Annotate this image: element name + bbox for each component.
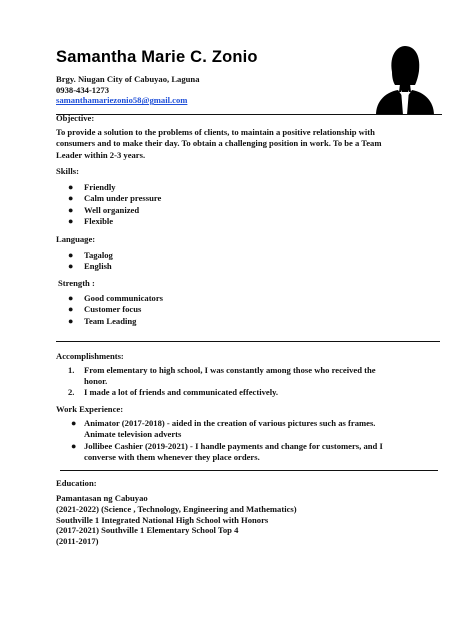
list-item xyxy=(71,418,375,440)
list-item-line: Jollibee Cashier (2019-2021) - I handle payments and change for customers, and I xyxy=(84,441,383,451)
work-experience-heading: Work Experience: xyxy=(56,404,124,414)
list-item-line: From elementary to high school, I was constantly among those who received the xyxy=(84,365,376,375)
list-item-line: Animator (2017-2018) - aided in the creation of various pictures such as frames. xyxy=(84,418,376,428)
list-item xyxy=(68,387,278,398)
strength-list xyxy=(68,293,163,327)
list-item: ● English xyxy=(68,261,112,272)
objective-heading: Objective: xyxy=(56,113,95,123)
list-item: ● Good communicators xyxy=(68,293,164,303)
objective-text xyxy=(56,127,446,161)
language-heading: Language: xyxy=(56,234,96,244)
bullet-icon: ● xyxy=(68,315,74,326)
bullet-icon: ● xyxy=(68,193,74,204)
bullet-icon: ● xyxy=(68,293,74,303)
objective-line: Leader within 2-3 years. xyxy=(56,149,146,160)
list-item xyxy=(71,441,383,463)
phone-text: 0938-434-1273 xyxy=(56,84,109,95)
education-line: (2021-2022) (Science , Technology, Engineering and Mathematics) xyxy=(56,503,297,514)
skills-heading: Skills: xyxy=(56,166,79,176)
header-divider xyxy=(56,114,442,115)
bullet-icon: ● xyxy=(68,261,74,272)
language-list xyxy=(68,250,113,273)
list-item: ● Tagalog xyxy=(68,250,113,260)
bullet-icon: ● xyxy=(68,215,74,226)
bullet-icon: ● xyxy=(68,250,74,260)
bullet-icon: ● xyxy=(68,204,74,215)
list-item: ● Well organized xyxy=(68,204,140,215)
education-heading: Education: xyxy=(56,478,97,488)
list-item: ● Customer focus xyxy=(68,304,142,315)
profile-silhouette-icon xyxy=(372,42,438,115)
bullet-icon: ● xyxy=(68,304,74,315)
list-item xyxy=(68,365,376,387)
resume-name: Samantha Marie C. Zonio xyxy=(56,48,258,66)
education-line: (2017-2021) Southville 1 Elementary School Top 4 xyxy=(56,525,239,536)
accomplishments-heading: Accomplishments: xyxy=(56,351,124,361)
objective-line: consumers and to make their day. To obtain a challenging position in work. To be a Team xyxy=(56,138,382,149)
section-divider xyxy=(56,341,440,342)
list-number: 2. xyxy=(68,387,75,397)
contact-block xyxy=(56,74,200,106)
strength-heading: Strength : xyxy=(58,278,95,288)
list-number: 1. xyxy=(68,365,75,375)
education-line: (2011-2017) xyxy=(56,536,99,547)
objective-line: To provide a solution to the problems of clients, to maintain a positive relationship with xyxy=(56,127,375,137)
address-text: Brgy. Niugan City of Cabuyao, Laguna xyxy=(56,74,200,84)
list-item-line: converse with them whenever they place orders. xyxy=(84,452,260,462)
education-line: Pamantasan ng Cabuyao xyxy=(56,493,148,503)
list-item-line: Animate television adverts xyxy=(84,429,182,439)
list-item-line: honor. xyxy=(84,376,108,386)
education-block xyxy=(56,493,297,547)
list-item: ● Calm under pressure xyxy=(68,193,162,204)
list-item-line: I made a lot of friends and communicated effectively. xyxy=(84,387,279,397)
section-divider xyxy=(60,470,438,471)
list-item: ● Friendly xyxy=(68,182,116,192)
list-item: ● Flexible xyxy=(68,215,114,226)
bullet-icon: ● xyxy=(71,441,77,451)
skills-list xyxy=(68,182,161,227)
education-line: Southville 1 Integrated National High School with Honors xyxy=(56,514,269,525)
list-item: ● Team Leading xyxy=(68,315,137,326)
bullet-icon: ● xyxy=(68,182,74,192)
bullet-icon: ● xyxy=(71,418,77,428)
email-link[interactable]: samanthamariezonio58@gmail.com xyxy=(56,95,188,106)
